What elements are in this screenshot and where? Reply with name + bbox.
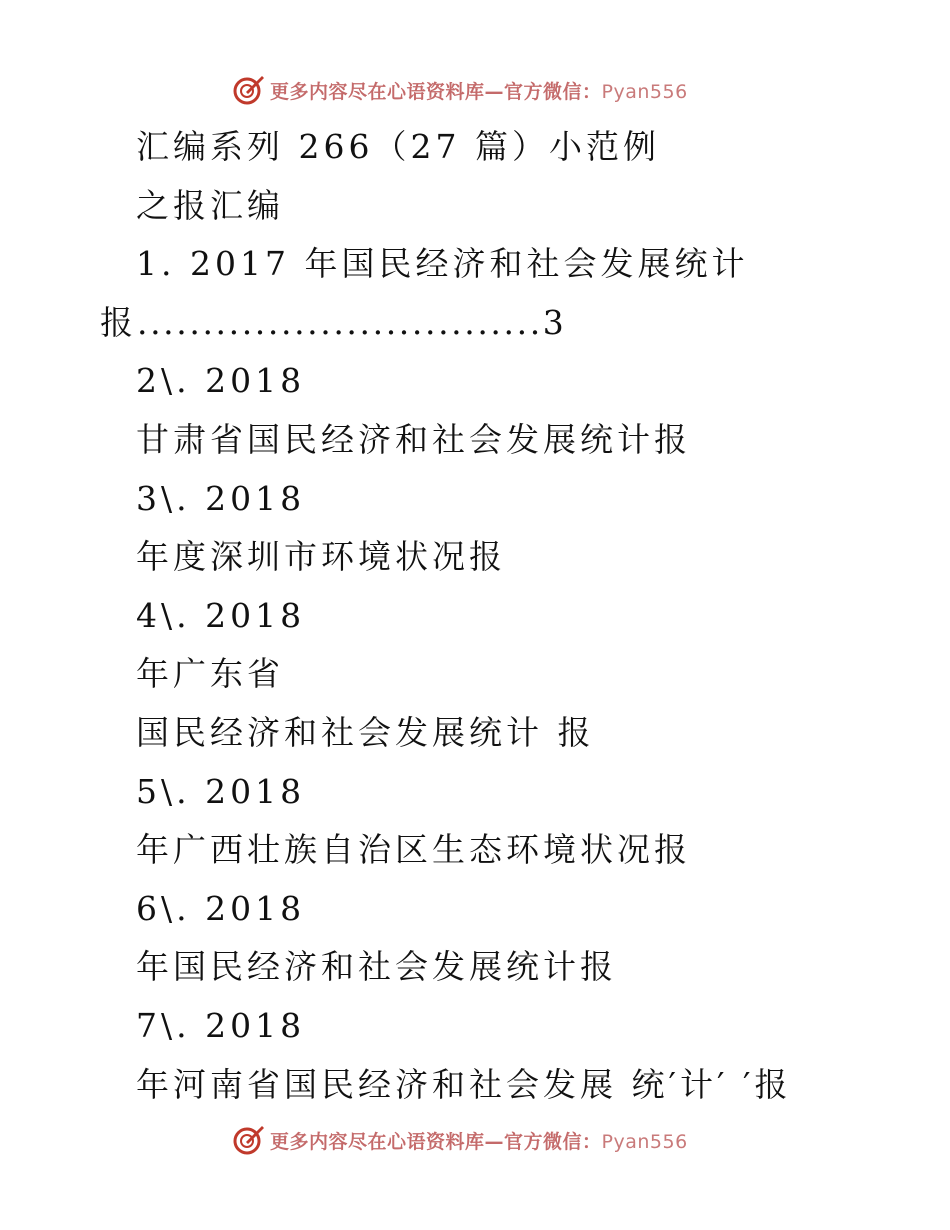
- line-text: 3\. 2018: [136, 478, 306, 518]
- text-line: [0, 704, 950, 763]
- text-line: [0, 587, 950, 646]
- text-line: [0, 1056, 950, 1115]
- watermark-text: 更多内容尽在心语资料库—官方微信：: [270, 1130, 602, 1153]
- line-text: 年河南省国民经济和社会发展 统′计′ ′报: [136, 1064, 792, 1104]
- text-line: [0, 235, 950, 294]
- line-text: 4\. 2018: [136, 595, 306, 635]
- line-text: 汇编系列 266（27 篇）小范例: [136, 127, 660, 166]
- text-line: [0, 352, 950, 411]
- line-text: 年度深圳市环境状况报: [136, 537, 506, 577]
- text-line: [0, 177, 950, 236]
- text-line: [0, 763, 950, 822]
- toc-leader-dots: ...............................: [137, 302, 543, 342]
- watermark-id: Pyan556: [601, 80, 688, 103]
- line-text: 年广东省: [136, 654, 284, 694]
- text-line: [0, 118, 950, 177]
- quill-logo-icon: [232, 73, 266, 107]
- text-line: [0, 821, 950, 880]
- line-text: 2\. 2018: [136, 361, 306, 401]
- text-line: [0, 645, 950, 704]
- document-body: [0, 118, 950, 1114]
- line-text: 之报汇编: [136, 185, 284, 225]
- text-line: [0, 470, 950, 529]
- line-text: 7\. 2018: [136, 1005, 306, 1045]
- watermark-id: Pyan556: [601, 1130, 688, 1153]
- text-line: [0, 528, 950, 587]
- text-line: [0, 938, 950, 997]
- text-line: [0, 411, 950, 470]
- text-line: [0, 997, 950, 1056]
- line-text: 5\. 2018: [136, 771, 306, 811]
- toc-page-number: 3: [542, 302, 568, 342]
- watermark-header: [232, 72, 688, 108]
- line-text: 年国民经济和社会发展统计报: [136, 947, 617, 987]
- line-text: 6\. 2018: [136, 888, 306, 928]
- quill-logo-icon: [232, 1123, 266, 1157]
- text-line: [0, 880, 950, 939]
- watermark-footer: [232, 1122, 688, 1158]
- line-text: 国民经济和社会发展统计 报: [136, 712, 595, 752]
- watermark-text: 更多内容尽在心语资料库—官方微信：: [270, 80, 602, 103]
- line-text: 报: [100, 302, 137, 342]
- line-text: 甘肃省国民经济和社会发展统计报: [136, 419, 691, 459]
- text-line: [0, 294, 950, 353]
- line-text: 年广西壮族自治区生态环境状况报: [136, 830, 691, 870]
- line-text: 1. 2017 年国民经济和社会发展统计: [136, 244, 749, 284]
